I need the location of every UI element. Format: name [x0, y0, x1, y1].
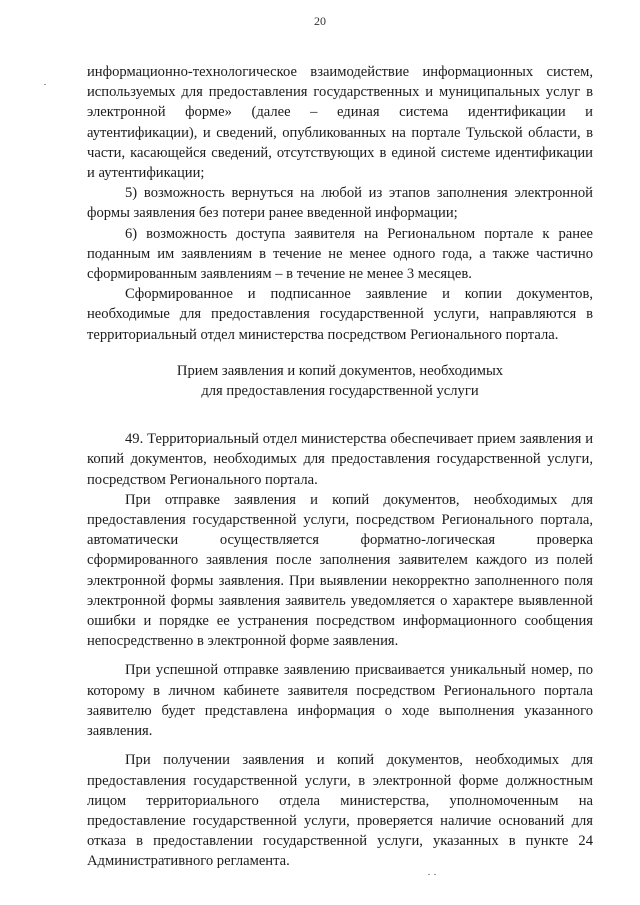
paragraph-submission: Сформированное и подписанное заявление и копии документов, необходимые для предоставления государственной услуги, направляются в территориальный отдел министерства посредством Регионального портала.: [87, 286, 593, 343]
scan-speck: [428, 874, 430, 875]
paragraph-item-5: 5) возможность вернуться на любой из этапов заполнения электронной формы заявления без потери ранее введенной информации;: [87, 185, 593, 222]
paragraph-unique-number: При успешной отправке заявлению присваивается уникальный номер, по которому в личном кабинете заявителя посредством Регионального портала заявителю будет представлена информация о ходе выполнения указанного заявления.: [87, 662, 593, 740]
paragraph-grounds-check: При получении заявления и копий документов, необходимых для предоставления государственной услуги, в электронной форме должностным лицом территориального отдела министерства, уполномоченным на предоставление государственной услуги, проверяется наличие оснований для отказа в предоставлении государственной услуги, указанных в пункте 24 Административного регламента.: [87, 752, 593, 870]
section-heading: [87, 361, 593, 401]
paragraph-49: 49. Территориальный отдел министерства обеспечивает прием заявления и копий документов, необходимых для предоставления государственной услуги, посредством Регионального портала.: [87, 431, 593, 488]
paragraph-item-6: 6) возможность доступа заявителя на Региональном портале к ранее поданным им заявлениям в течение не менее одного года, а также частично сформированным заявлениям – в течение не менее 3 месяцев.: [87, 225, 593, 283]
scan-speck: [44, 84, 46, 85]
section-heading-line-1: Прием заявления и копий документов, необходимых: [176, 362, 504, 379]
document-body: [87, 62, 593, 872]
page-number: 20: [314, 14, 326, 28]
paragraph-format-check: При отправке заявления и копий документов, необходимых для предоставления государственной услуги, посредством Регионального портала, автоматически осуществляется форматно-логическая проверка сформированного заявления после заполнения заявителем каждого из полей электронной формы заявления. При выявлении некорректно заполненного поля электронной формы заявления заявитель уведомляется о характере выявленной ошибки и порядке ее устранения посредством информационного сообщения непосредственно в электронной форме заявления.: [87, 491, 593, 650]
section-heading-line-2: для предоставления государственной услуги: [201, 383, 479, 400]
paragraph-continuation: информационно-технологическое взаимодействие информационных систем, используемых для предоставления государственных и муниципальных услуг в электронной форме» (далее – единая система идентификации и аутентификации), и сведений, опубликованных на портале Тульской области, в части, касающейся сведений, отсутствующих в единой системе идентификации и аутентификации;: [87, 64, 593, 182]
scan-speck: [434, 874, 436, 875]
